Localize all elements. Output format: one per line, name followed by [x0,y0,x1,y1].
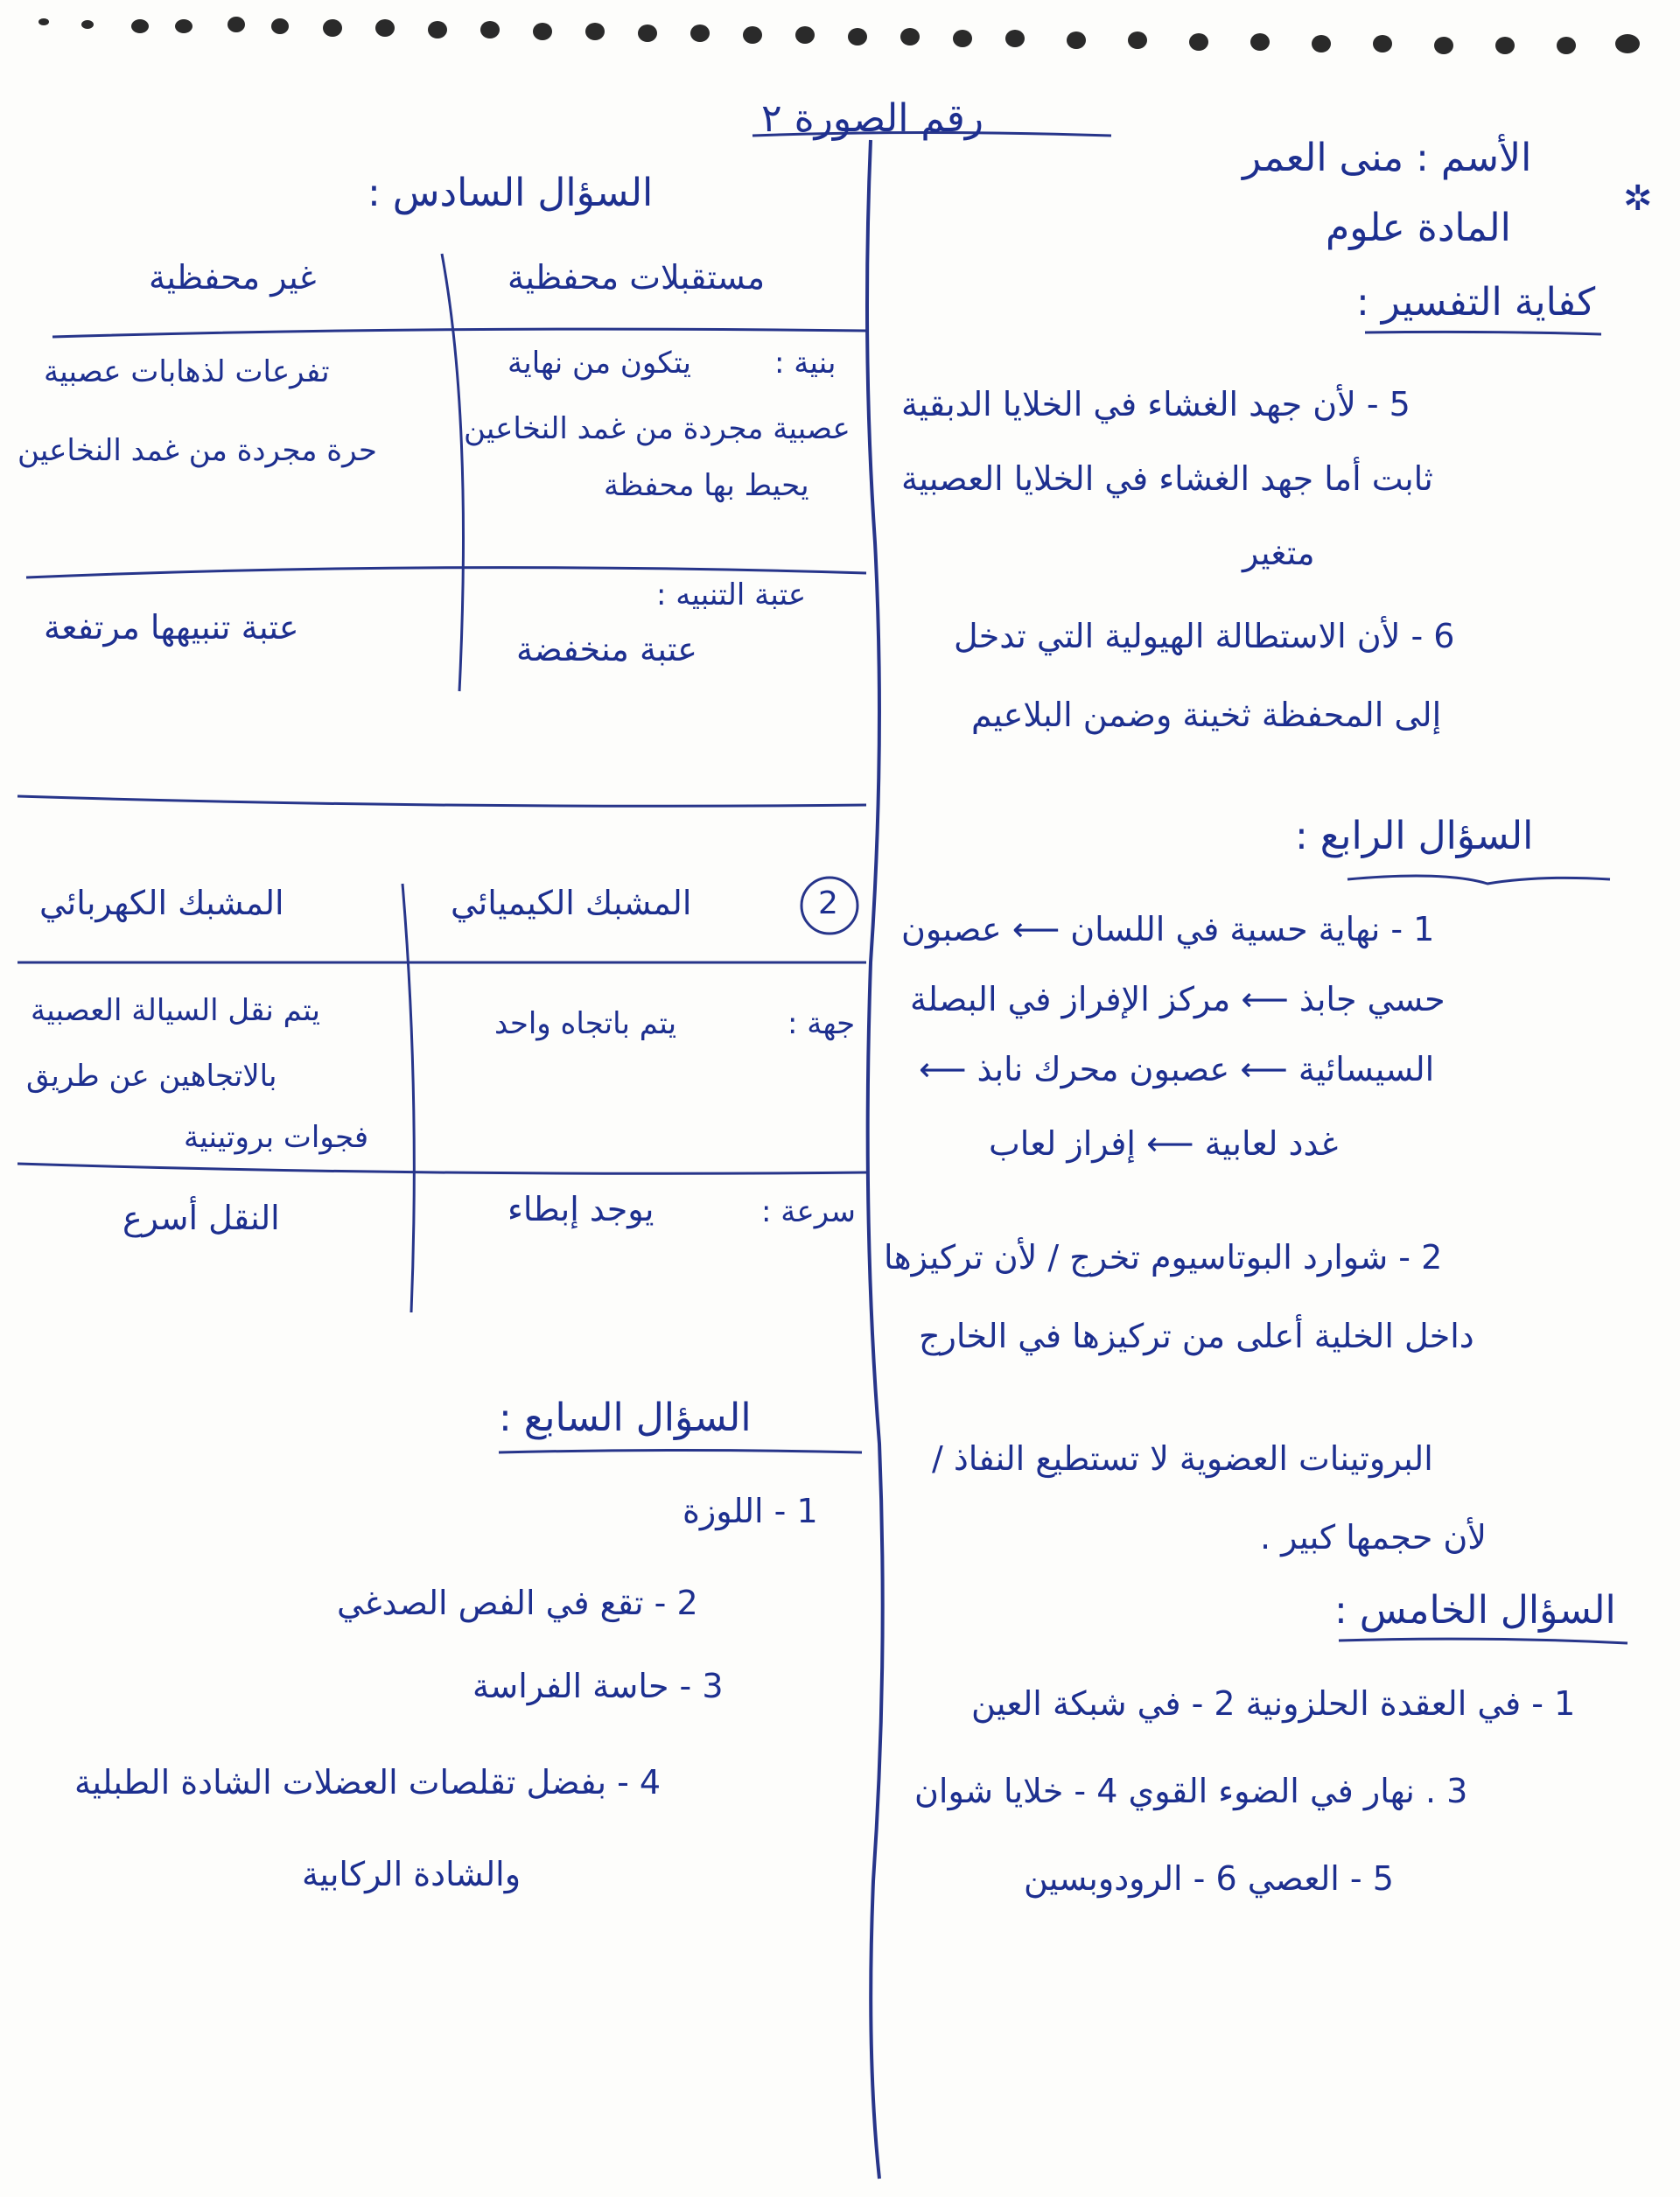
section-q7-title: السؤال السابع : [499,1396,752,1440]
section-kifaya: كفاية التفسير : [1356,280,1596,325]
q5-answers-2: 3 . نهار في الضوء القوي 4 - خلايا شوان [914,1772,1468,1810]
table1-head-nonencapsulated: غير محفظية [149,258,317,297]
q7-item-2: 2 - تقع في الفص الصدغي [337,1584,698,1622]
q4-2-line-2: داخل الخلية أعلى من تركيزها في الخارج [919,1317,1474,1355]
table1-row1-a-line1: يتكون من نهاية [508,346,691,381]
q4-1-line-4: غدد لعابية ⟵ إفراز لعاب [989,1124,1339,1163]
table2-row1-a: يتم باتجاه واحد [494,1006,677,1041]
student-name: الأسم : منى العمر [1242,136,1532,180]
q4-1-line-2: حسي جابذ ⟵ مركز الإفراز في البصلة [910,980,1446,1018]
q5-answers-1: 1 - في العقدة الحلزونية 2 - في شبكة العين [971,1684,1576,1723]
table1-row1-a-line3: يحيط بها محفظة [604,468,809,503]
table2-row1-b-line3: فجوات بروتينية [184,1120,369,1155]
table2-row1-label: جهة : [788,1006,856,1041]
section-q4-title: السؤال الرابع : [1295,814,1534,858]
q5-line-2: ثابت أما جهد الغشاء في الخلايا العصبية [901,459,1433,498]
q4-3-line-1: البروتينات العضوية لا تستطيع النفاذ / [932,1439,1433,1478]
table1-row1-b-line2: حرة مجردة من غمد النخاعين [18,433,377,468]
table1-row2-b: عتبة تنبيهها مرتفعة [44,608,299,647]
table1-row1-b-line1: تفرعات لذهابات عصبية [44,354,330,389]
table2-row2-b: النقل أسرع [122,1199,280,1237]
table1-row1-label: بنية : [774,346,836,381]
q5-answers-3: 5 - العصي 6 - الرودوبسين [1024,1859,1394,1898]
table1-row1-a-line2: عصبية مجردة من غمد النخاعين [464,411,850,446]
section-q6-title: السؤال السادس : [368,171,654,215]
table2-row2-label: سرعة : [761,1194,857,1229]
center-divider [867,140,883,2179]
q5-line-1: 5 - لأن جهد الغشاء في الخلايا الدبقية [901,385,1410,423]
table1-head-encapsulated: مستقبلات محفظية [508,258,766,297]
svg-text:✲: ✲ [1623,178,1653,219]
q4-1-line-1: 1 - نهاية حسية في اللسان ⟵ عصبون [901,910,1435,948]
q7-item-4-line1: 4 - بفضل تقلصات العضلات الشادة الطبلية [74,1763,662,1802]
table2-row2-a: يوجد إبطاء [508,1190,654,1228]
subject-label: المادة علوم [1326,206,1511,250]
section-q5-title: السؤال الخامس : [1334,1588,1616,1633]
table2-head-electrical: المشبك الكهربائي [39,884,284,922]
table2-row1-b-line2: بالاتجاهين عن طريق [26,1059,277,1094]
q4-1-line-3: السيسائية ⟵ عصبون محرك نابذ ⟵ [919,1050,1435,1088]
q6-line-2: إلى المحفظة ثخينة وضمن البلاعيم [971,696,1442,734]
table1-row2-label: عتبة التنبيه : [656,577,807,612]
q7-item-1: 1 - اللوزة [682,1492,818,1530]
question-number: 2 [818,885,838,921]
q4-3-line-2: لأن حجمها كبير . [1260,1518,1487,1557]
table2-head-chemical: المشبك الكيميائي [451,884,692,922]
table1-row2-a: عتبة منخفضة [516,630,697,668]
q7-item-3: 3 - حاسة الفراسة [472,1667,724,1705]
table2-row1-b-line1: يتم نقل السيالة العصبية [31,993,320,1028]
spiral-holes [38,17,1640,54]
q4-2-line-1: 2 - شوارد البوتاسيوم تخرج / لأن تركيزها [884,1238,1443,1277]
q5-line-3: متغير [1242,534,1315,572]
q6-line-1: 6 - لأن الاستطالة الهيولية التي تدخل [954,617,1455,655]
page-title: رقم الصورة ٢ [761,96,984,141]
q7-item-4-line2: والشادة الركابية [302,1855,522,1893]
